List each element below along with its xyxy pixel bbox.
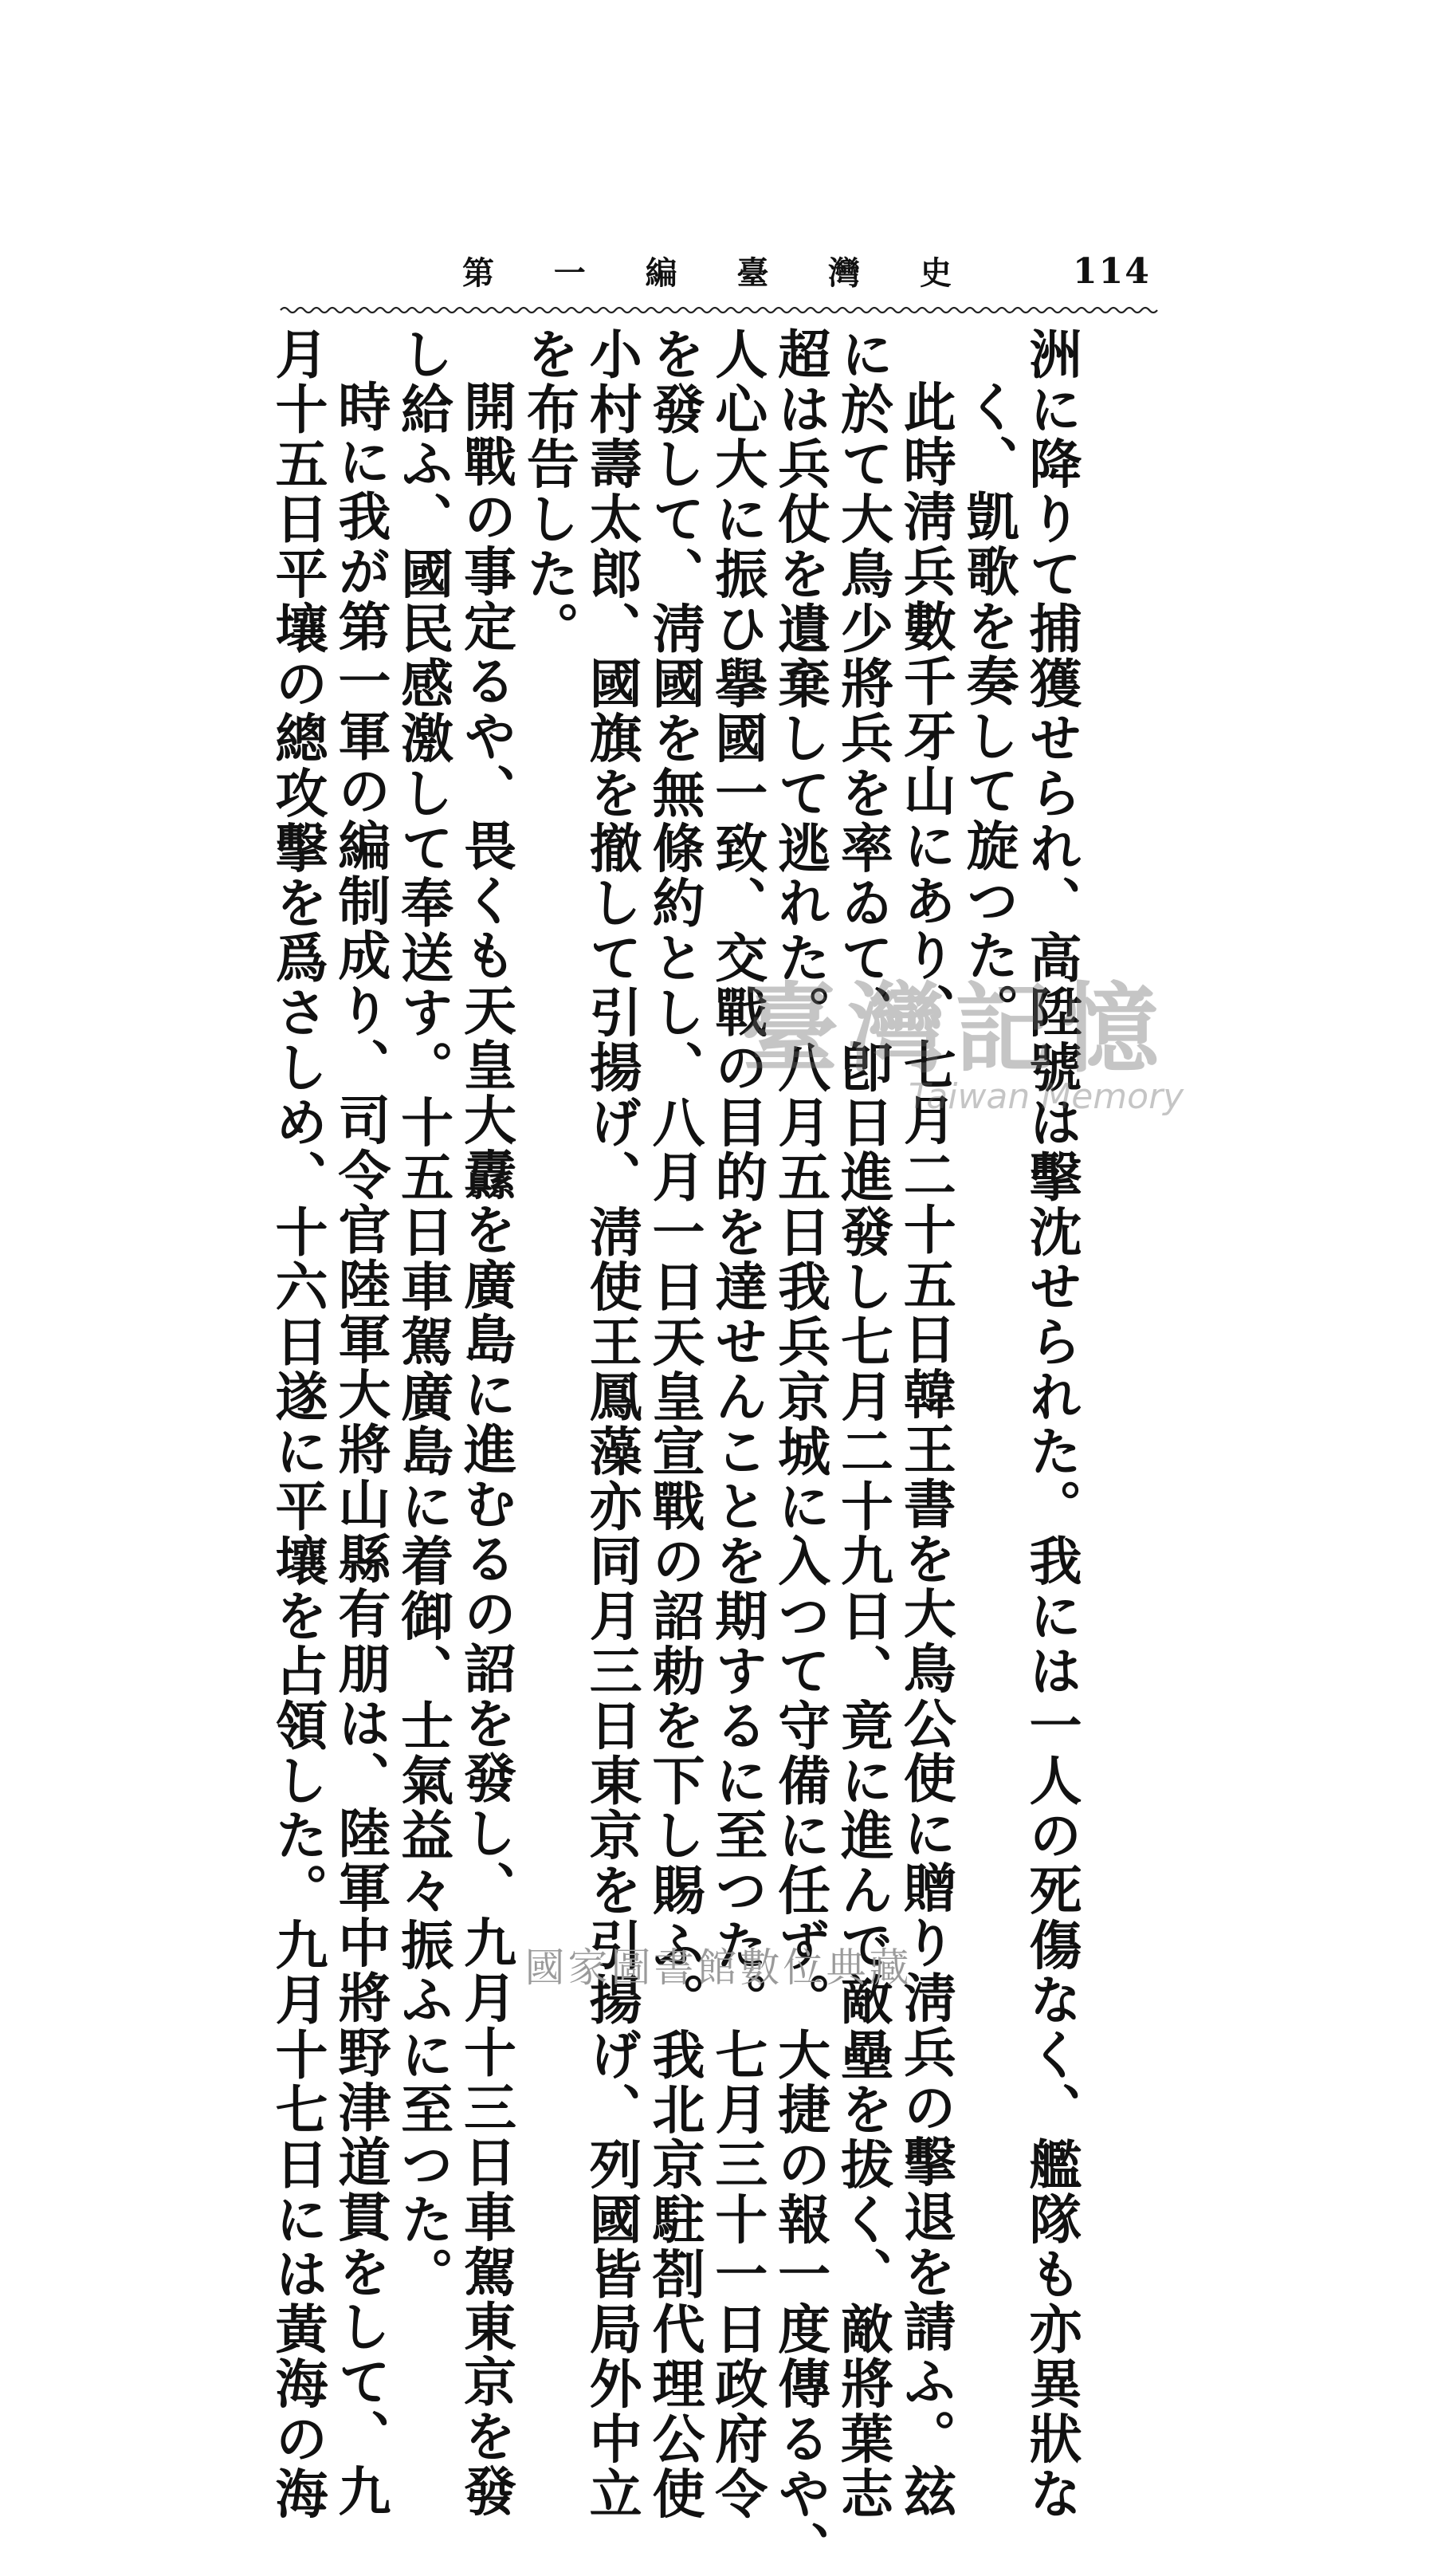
text-column: 超は兵仗を遺棄して逃れた。八月五日我兵京城に入つて守備に任ず。大捷の報一度傳るや、 bbox=[768, 327, 831, 2576]
text-column: 人心大に振ひ擧國一致、交戰の目的を達せんことを期するに至つた。七月三十一日政府令 bbox=[705, 327, 768, 2521]
watermark-english: Taiwan Memory bbox=[909, 1076, 1184, 1117]
text-column: 洲に降りて捕獲せられ、高陞號は擊沈せられた。我には一人の死傷なく、艦隊も亦異狀な bbox=[1019, 327, 1082, 2521]
running-header-title: 第一編臺灣史 bbox=[462, 254, 956, 292]
header-wavy-rule bbox=[281, 305, 1157, 316]
text-column: 此時淸兵數千牙山にあり、七月二十五日韓王書を大鳥公使に贈り淸兵の擊退を請ふ。玆 bbox=[894, 380, 957, 2519]
taiwan-memory-watermark bbox=[741, 973, 1184, 1117]
text-column: を布告した。 bbox=[517, 327, 580, 656]
text-column: に於て大鳥少將兵を率ゐて、卽日進發し七月二十九日、竟に進んで敵壘を拔く、敵將葉志 bbox=[831, 327, 894, 2522]
footer-credit: 國家圖書館數位典藏 bbox=[524, 1945, 913, 1991]
text-column: 時に我が第一軍の編制成り、司令官陸軍大將山縣有朋は、陸軍中將野津道貫をして、九 bbox=[328, 380, 391, 2519]
text-column: く、凱歌を奏して旋つた。 bbox=[957, 380, 1020, 1038]
text-column: し給ふ、國民感激して奉送す。十五日車駕廣島に着御、士氣益々振ふに至つた。 bbox=[391, 327, 454, 2302]
page-number: 114 bbox=[1073, 251, 1151, 292]
text-column: を發して、淸國を無條約とし、八月一日天皇宣戰の詔勅を下し賜ふ。我北京駐剳代理公使 bbox=[642, 327, 705, 2521]
text-column: 月十五日平壤の總攻擊を爲さしめ、十六日遂に平壤を占領した。九月十七日には黃海の海 bbox=[266, 327, 328, 2521]
text-column: 開戰の事定るや、畏くも天皇大纛を廣島に進むるの詔を發し、九月十三日車駕東京を發 bbox=[454, 380, 517, 2519]
watermark-chinese: 臺灣記憶 bbox=[741, 971, 1168, 1086]
text-column: 小村壽太郎、國旗を撤して引揚げ、淸使王鳳藻亦同月三日東京を引揚げ、列國皆局外中立 bbox=[580, 327, 643, 2521]
